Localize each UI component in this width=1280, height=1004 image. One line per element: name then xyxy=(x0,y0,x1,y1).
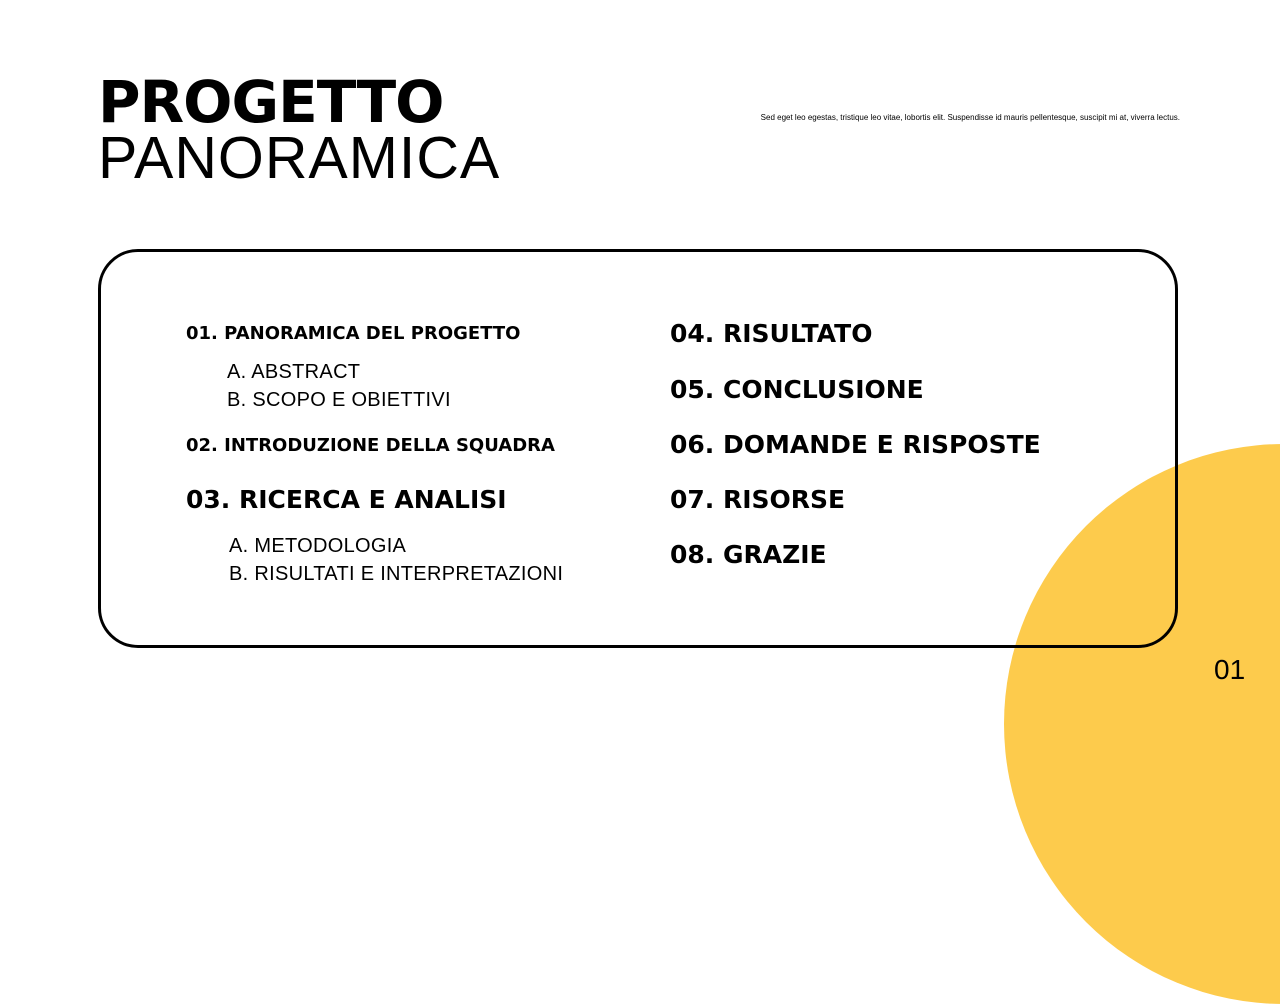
toc-subitem-01-a: A. ABSTRACT xyxy=(227,361,361,383)
toc-item-05: 05. CONCLUSIONE xyxy=(670,375,924,404)
toc-item-07: 07. RISORSE xyxy=(670,485,846,514)
page-title-light: PANORAMICA xyxy=(98,125,501,191)
tagline-text: Sed eget leo egestas, tristique leo vitae, lobortis elit. Suspendisse id mauris pellentesque, suscipit mi at, viverra lectus. xyxy=(760,113,1180,122)
page-title-bold: PROGETTO xyxy=(98,68,444,136)
toc-subitem-03-b: B. RISULTATI E INTERPRETAZIONI xyxy=(229,563,564,585)
toc-item-03: 03. RICERCA E ANALISI xyxy=(186,485,507,514)
toc-item-08: 08. GRAZIE xyxy=(670,540,827,569)
page-number: 01 xyxy=(1214,654,1246,685)
toc-item-06: 06. DOMANDE E RISPOSTE xyxy=(670,430,1041,459)
toc-item-04: 04. RISULTATO xyxy=(670,319,873,348)
toc-item-02: 02. INTRODUZIONE DELLA SQUADRA xyxy=(186,435,555,456)
toc-item-01: 01. PANORAMICA DEL PROGETTO xyxy=(186,323,521,344)
toc-subitem-03-a: A. METODOLOGIA xyxy=(229,535,407,557)
toc-subitem-01-b: B. SCOPO E OBIETTIVI xyxy=(227,389,451,411)
